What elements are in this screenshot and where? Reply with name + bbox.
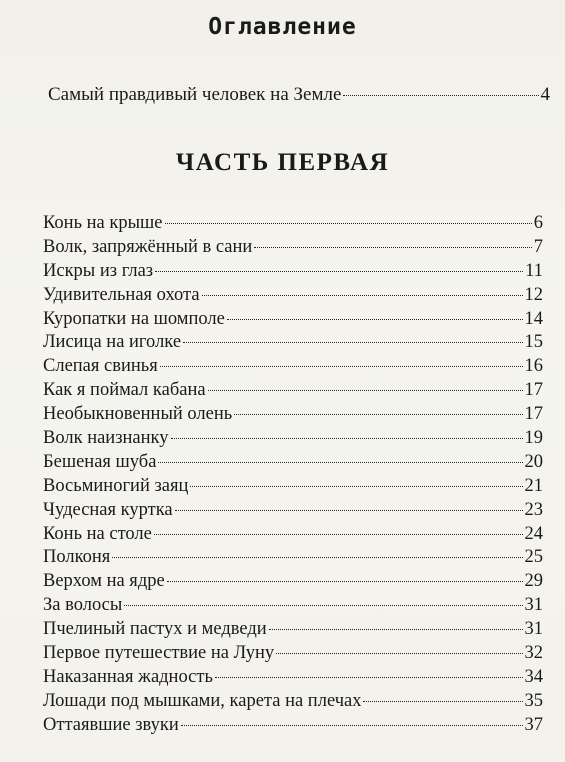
- toc-entry: [43, 475, 543, 499]
- toc-entry: [43, 403, 543, 427]
- toc-entry: [43, 690, 543, 714]
- toc-entry: [43, 284, 543, 308]
- dot-leader: [215, 677, 523, 678]
- entry-title: Оттаявшие звуки: [43, 714, 179, 735]
- toc-entry-list: [43, 212, 543, 738]
- entry-page-number: 4: [540, 84, 550, 105]
- dot-leader: [227, 319, 523, 320]
- entry-page-number: 19: [524, 428, 543, 449]
- toc-entry: [43, 427, 543, 451]
- entry-title: Куропатки на шомполе: [43, 308, 225, 329]
- entry-page-number: 11: [525, 260, 543, 281]
- entry-title: За волосы: [43, 595, 123, 616]
- entry-page-number: 31: [524, 595, 543, 616]
- dot-leader: [234, 414, 522, 415]
- dot-leader: [160, 366, 523, 367]
- entry-page-number: 25: [524, 547, 543, 568]
- entry-page-number: 7: [533, 236, 543, 257]
- entry-page-number: 14: [524, 308, 543, 329]
- dot-leader: [202, 295, 523, 296]
- toc-entry: [43, 308, 543, 332]
- part-heading: ЧАСТЬ ПЕРВАЯ: [175, 149, 390, 176]
- entry-title: Волк, запряжённый в сани: [43, 236, 253, 257]
- entry-page-number: 34: [524, 666, 543, 687]
- entry-title: Самый правдивый человек на Земле: [48, 84, 342, 105]
- toc-entry: [43, 666, 543, 690]
- dot-leader: [167, 581, 523, 582]
- entry-page-number: 29: [524, 571, 543, 592]
- entry-page-number: 12: [524, 284, 543, 305]
- toc-entry: [43, 618, 543, 642]
- toc-entry: [43, 523, 543, 547]
- toc-entry: [43, 499, 543, 523]
- entry-page-number: 24: [524, 523, 543, 544]
- dot-leader: [190, 486, 522, 487]
- entry-page-number: 16: [524, 356, 543, 377]
- entry-page-number: 15: [524, 332, 543, 353]
- entry-title: Необыкновенный олень: [43, 404, 233, 425]
- entry-page-number: 32: [524, 643, 543, 664]
- entry-page-number: 17: [524, 404, 543, 425]
- entry-title: Искры из глаз: [43, 260, 154, 281]
- entry-title: Волк наизнанку: [43, 428, 169, 449]
- entry-page-number: 31: [524, 619, 543, 640]
- entry-title: Чудесная куртка: [43, 499, 173, 520]
- entry-page-number: 21: [524, 475, 543, 496]
- dot-leader: [165, 223, 532, 224]
- entry-title: Верхом на ядре: [43, 571, 165, 592]
- dot-leader: [112, 557, 522, 558]
- entry-page-number: 35: [524, 690, 543, 711]
- toc-entry: [43, 212, 543, 236]
- toc-entry: [43, 379, 543, 403]
- toc-entry: [43, 355, 543, 379]
- toc-entry-intro: [48, 84, 550, 106]
- entry-page-number: 6: [533, 213, 543, 233]
- dot-leader: [171, 438, 523, 439]
- toc-entry: [43, 546, 543, 570]
- entry-title: Слепая свинья: [43, 356, 158, 377]
- dot-leader: [154, 534, 523, 535]
- entry-page-number: 20: [524, 451, 543, 472]
- entry-title: Пчелиный пастух и медведи: [43, 619, 267, 640]
- dot-leader: [175, 510, 523, 511]
- entry-page-number: 37: [524, 714, 543, 735]
- entry-title: Конь на крыше: [43, 213, 163, 233]
- dot-leader: [363, 701, 522, 702]
- toc-entry: [43, 594, 543, 618]
- toc-entry: [43, 331, 543, 355]
- toc-entry: [43, 714, 543, 738]
- dot-leader: [158, 462, 522, 463]
- toc-entry: [43, 642, 543, 666]
- entry-title: Удивительная охота: [43, 284, 200, 305]
- dot-leader: [155, 271, 523, 272]
- dot-leader: [124, 605, 522, 606]
- entry-page-number: 17: [524, 380, 543, 401]
- dot-leader: [183, 342, 522, 343]
- entry-title: Лошади под мышками, карета на плечах: [43, 690, 362, 711]
- toc-entry: [43, 260, 543, 284]
- dot-leader: [343, 95, 538, 96]
- dot-leader: [208, 390, 523, 391]
- entry-title: Наказанная жадность: [43, 666, 213, 687]
- entry-title: Конь на столе: [43, 523, 152, 544]
- toc-entry: [43, 236, 543, 260]
- toc-entry: [43, 570, 543, 594]
- entry-title: Восьминогий заяц: [43, 475, 189, 496]
- entry-title: Бешеная шуба: [43, 451, 157, 472]
- dot-leader: [276, 653, 522, 654]
- entry-title: Как я поймал кабана: [43, 380, 206, 401]
- toc-entry: [43, 451, 543, 475]
- dot-leader: [181, 725, 523, 726]
- dot-leader: [254, 247, 531, 248]
- entry-title: Первое путешествие на Луну: [43, 643, 275, 664]
- dot-leader: [269, 629, 523, 630]
- entry-title: Лисица на иголке: [43, 332, 182, 353]
- entry-title: Полконя: [43, 547, 111, 568]
- entry-page-number: 23: [524, 499, 543, 520]
- toc-heading: Оглавление: [208, 14, 357, 40]
